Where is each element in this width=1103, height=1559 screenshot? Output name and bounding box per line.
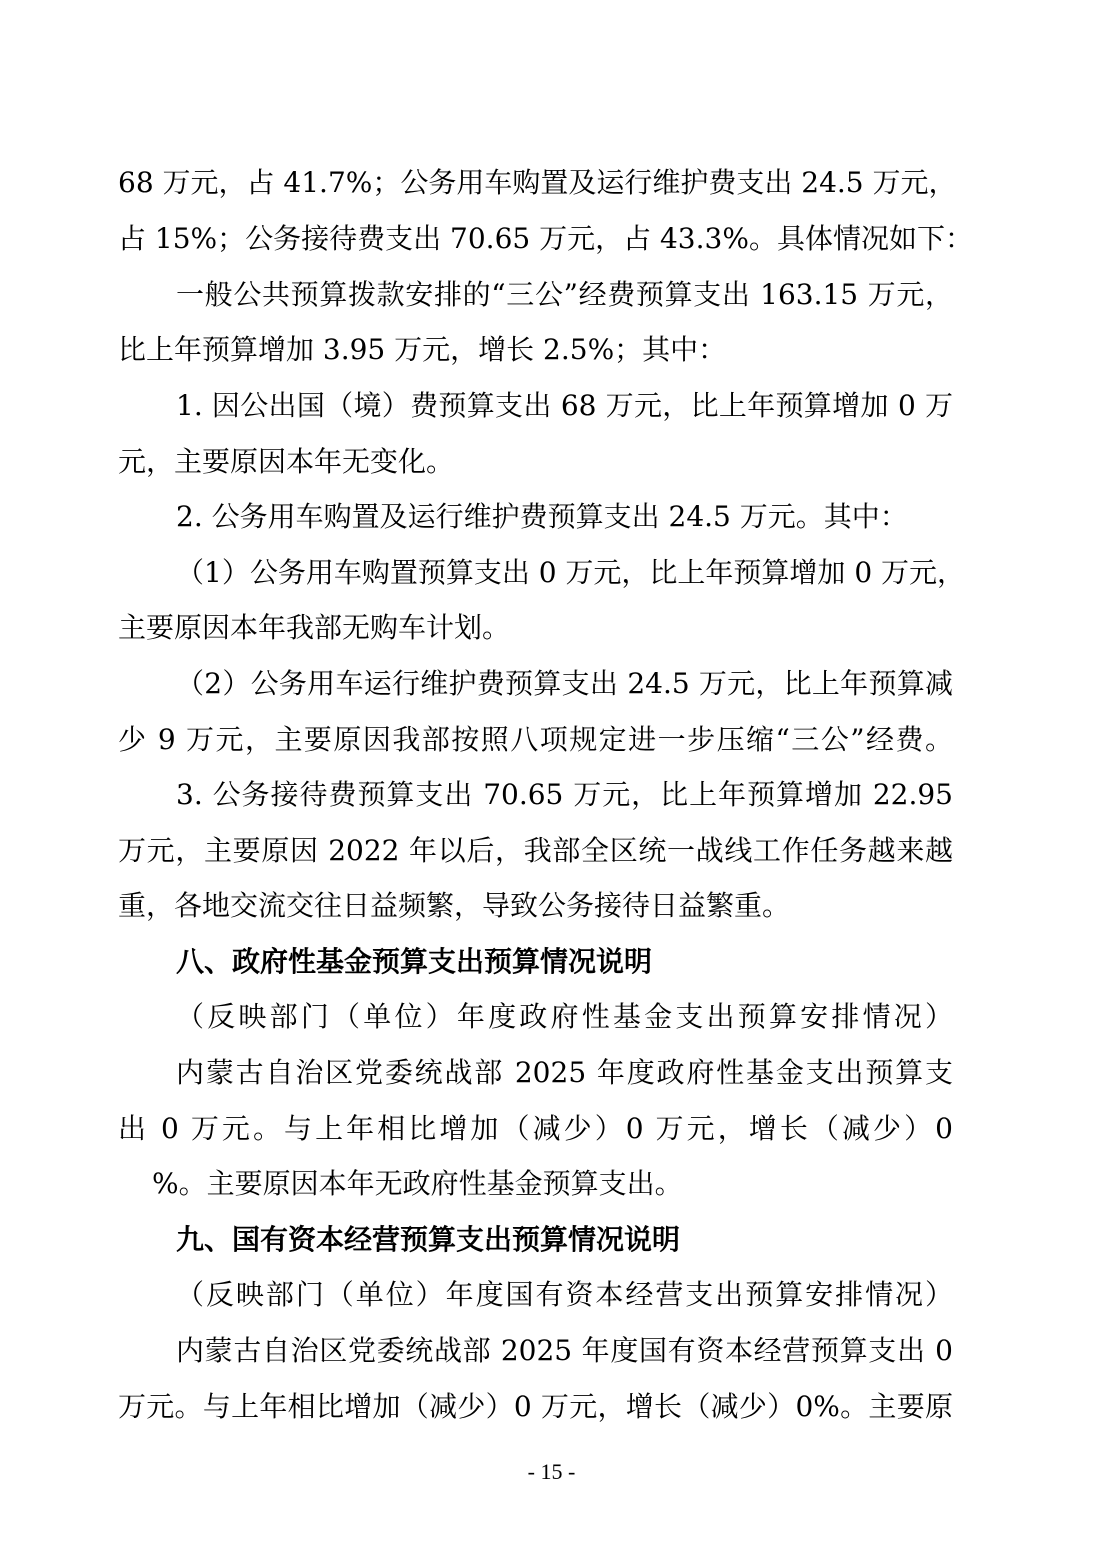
text-line: （反映部门（单位）年度国有资本经营支出预算安排情况） bbox=[176, 1278, 953, 1311]
text-line: 一般公共预算拨款安排的“三公”经费预算支出 163.15 万元， bbox=[176, 278, 953, 311]
text-line: 1. 因公出国（境）费预算支出 68 万元，比上年预算增加 0 万 bbox=[176, 389, 953, 422]
text-line: 万元。与上年相比增加（减少）0 万元，增长（减少）0%。主要原 bbox=[118, 1390, 953, 1423]
text-line: 比上年预算增加 3.95 万元，增长 2.5%；其中： bbox=[118, 333, 727, 366]
section-heading-8: 八、政府性基金预算支出预算情况说明 bbox=[176, 945, 653, 978]
page-number: - 15 - bbox=[527, 1459, 576, 1484]
text-line: （反映部门（单位）年度政府性基金支出预算安排情况） bbox=[176, 1000, 953, 1033]
text-line: %。主要原因本年无政府性基金预算支出。 bbox=[152, 1167, 683, 1200]
text-line: 元，主要原因本年无变化。 bbox=[118, 445, 455, 478]
text-line: 少 9 万元，主要原因我部按照八项规定进一步压缩“三公”经费。 bbox=[118, 723, 953, 756]
text-line: （2）公务用车运行维护费预算支出 24.5 万元，比上年预算减 bbox=[176, 667, 953, 700]
text-line: 出 0 万元。与上年相比增加（减少）0 万元，增长（减少）0 bbox=[118, 1112, 953, 1145]
section-heading-9: 九、国有资本经营预算支出预算情况说明 bbox=[176, 1223, 681, 1256]
text-line: 68 万元，占 41.7%；公务用车购置及运行维护费支出 24.5 万元， bbox=[118, 166, 957, 199]
text-line: 万元，主要原因 2022 年以后，我部全区统一战线工作任务越来越 bbox=[118, 834, 953, 867]
text-line: 占 15%；公务接待费支出 70.65 万元，占 43.3%。具体情况如下： bbox=[118, 222, 973, 255]
text-line: 3. 公务接待费预算支出 70.65 万元，比上年预算增加 22.95 bbox=[176, 778, 953, 811]
text-line: 2. 公务用车购置及运行维护费预算支出 24.5 万元。其中： bbox=[176, 500, 908, 533]
text-line: （1）公务用车购置预算支出 0 万元，比上年预算增加 0 万元， bbox=[176, 556, 966, 589]
text-line: 内蒙古自治区党委统战部 2025 年度国有资本经营预算支出 0 bbox=[176, 1334, 953, 1367]
text-line: 主要原因本年我部无购车计划。 bbox=[118, 611, 511, 644]
text-line: 内蒙古自治区党委统战部 2025 年度政府性基金支出预算支 bbox=[176, 1056, 953, 1089]
text-line: 重，各地交流交往日益频繁，导致公务接待日益繁重。 bbox=[118, 889, 791, 922]
